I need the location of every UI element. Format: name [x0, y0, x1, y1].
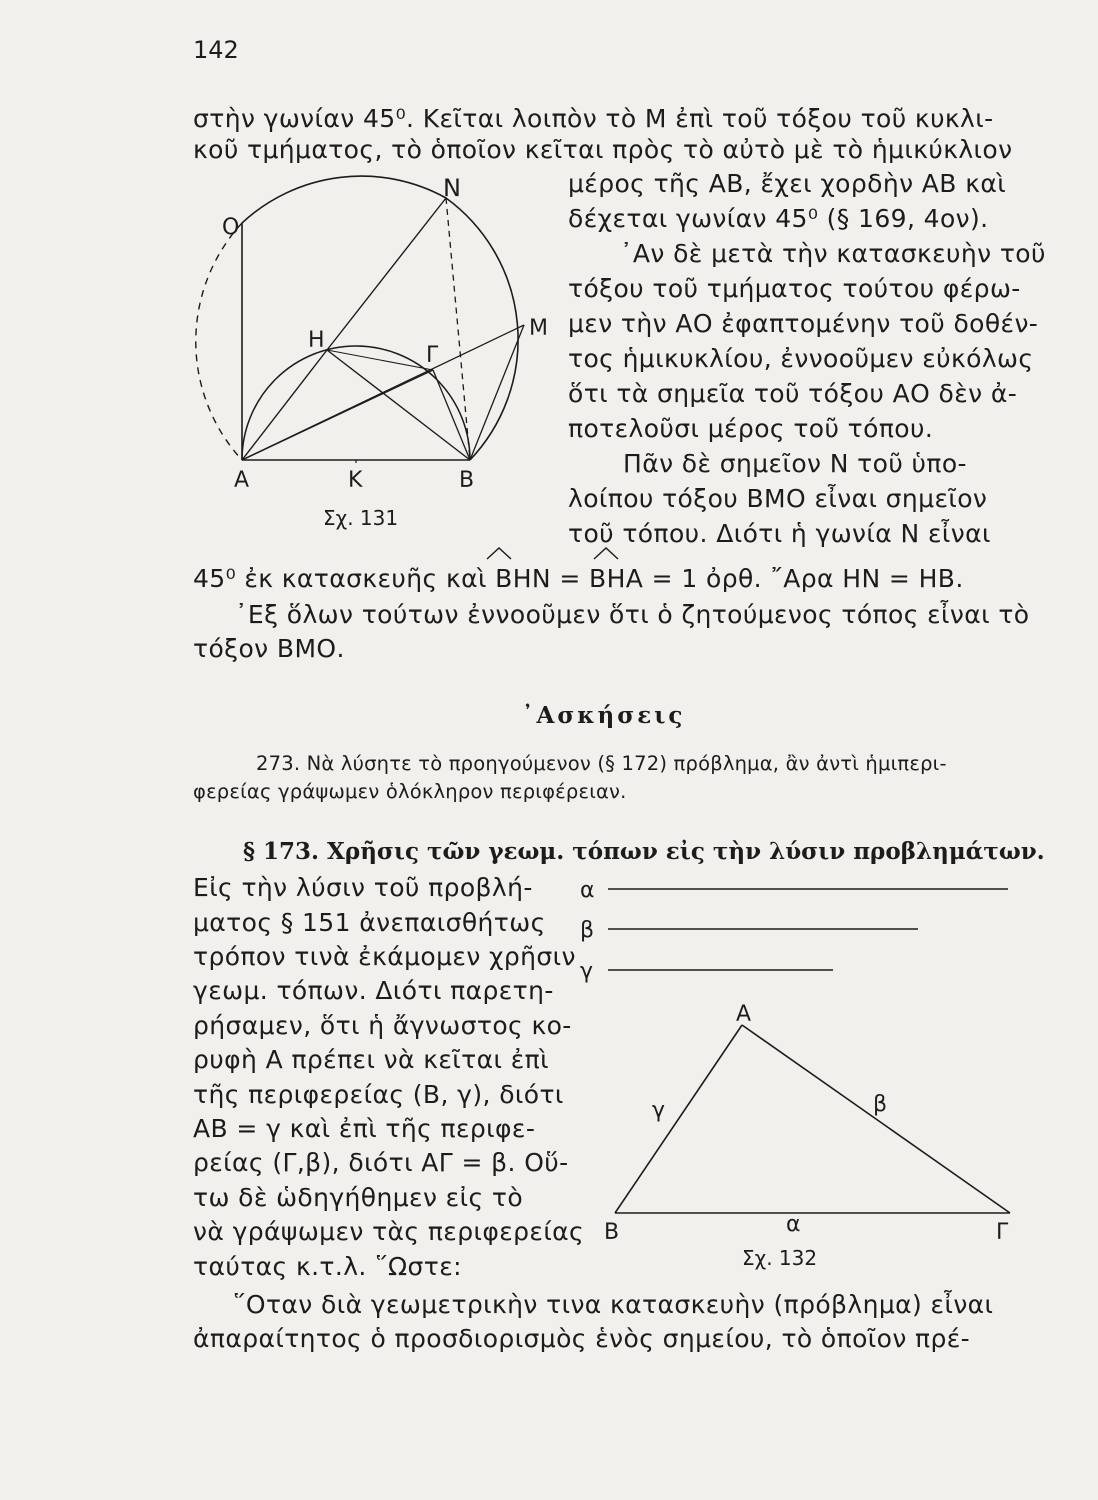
- segment-beta-label: β: [580, 918, 595, 943]
- text-line: τος ἡμικυκλίου, ἐννοοῦμεν εὐκόλως: [568, 344, 1034, 373]
- text-line: γεωμ. τόπων. Διότι παρετη-: [193, 976, 554, 1005]
- text-line: ρήσαμεν, ὅτι ἡ ἄγνωστος κο-: [193, 1011, 572, 1040]
- label-G: Γ: [426, 343, 439, 368]
- triangle-label-A: Α: [736, 1002, 752, 1027]
- text-line: τοῦ τόπου. Διότι ἡ γωνία Ν εἶναι: [568, 519, 991, 548]
- segment-gamma-label: γ: [580, 959, 594, 984]
- text-line: τρόπον τινὰ ἐκάμομεν χρῆσιν: [193, 942, 576, 971]
- text-line: ᾿Εξ ὅλων τούτων ἐννοοῦμεν ὅτι ὁ ζητούμενος τόπος εἶναι τὸ: [235, 600, 1030, 629]
- label-A: Α: [234, 468, 250, 493]
- text-line: κοῦ τμήματος, τὸ ὁποῖον κεῖται πρὸς τὸ αὐτὸ μὲ τὸ ἡμικύκλιον: [193, 135, 1013, 164]
- label-K: Κ: [348, 468, 363, 493]
- side-gamma-label: γ: [652, 1098, 666, 1123]
- text-line: Πᾶν δὲ σημεῖον Ν τοῦ ὑπο-: [623, 449, 967, 478]
- figure-131-caption: Σχ. 131: [323, 506, 399, 530]
- section-173-heading: § 173. Χρῆσις τῶν γεωμ. τόπων εἰς τὴν λύσιν προβλημάτων.: [243, 838, 1045, 865]
- text-line: τόξον ΒΜΟ.: [193, 634, 345, 663]
- exercises-heading: ᾿Ασκήσεις: [522, 702, 686, 729]
- page-number: 142: [193, 36, 239, 64]
- text-line: ἀπαραίτητος ὁ προσδιορισμὸς ἑνὸς σημείου, τὸ ὁποῖον πρέ-: [193, 1324, 971, 1353]
- text-line: ῞Οταν διὰ γεωμετρικὴν τινα κατασκευὴν (πρόβλημα) εἶναι: [233, 1290, 994, 1319]
- side-beta-label: β: [873, 1092, 888, 1117]
- text-line: νὰ γράψωμεν τὰς περιφερείας: [193, 1217, 585, 1246]
- label-O: Ο: [222, 215, 240, 240]
- text-line: τόξου τοῦ τμήματος τούτου φέρω-: [568, 274, 1021, 303]
- label-M: Μ: [529, 316, 548, 341]
- exercise-273-cont: φερείας γράψωμεν ὁλόκληρον περιφέρειαν.: [193, 780, 627, 803]
- text-line: ΑΒ = γ καὶ ἐπὶ τῆς περιφε-: [193, 1114, 536, 1143]
- segment-alpha-label: α: [580, 878, 595, 903]
- text-line: στὴν γωνίαν 45⁰. Κεῖται λοιπὸν τὸ Μ ἐπὶ τοῦ τόξου τοῦ κυκλι-: [193, 104, 994, 133]
- triangle-label-B: Β: [604, 1220, 620, 1245]
- equation-line: 45⁰ ἐκ κατασκευῆς καὶ ΒΗΝ = ΒΗΑ = 1 ὀρθ. ῎Αρα ΗΝ = ΗΒ.: [193, 564, 964, 593]
- figure-132-caption: Σχ. 132: [742, 1246, 818, 1270]
- text-line: τω δὲ ὡδηγήθημεν εἰς τὸ: [193, 1183, 524, 1212]
- text-line: λοίπου τόξου ΒΜΟ εἶναι σημεῖον: [568, 484, 988, 513]
- text-line: τῆς περιφερείας (Β, γ), διότι: [193, 1080, 564, 1109]
- text-line: Εἰς τὴν λύσιν τοῦ προβλή-: [193, 873, 533, 902]
- text-line: δέχεται γωνίαν 45⁰ (§ 169, 4ον).: [568, 204, 989, 233]
- side-alpha-label: α: [786, 1212, 801, 1237]
- label-N: Ν: [443, 174, 461, 202]
- text-line: ᾿Αν δὲ μετὰ τὴν κατασκευὴν τοῦ: [620, 239, 1046, 268]
- text-line: μεν τὴν ΑΟ ἐφαπτομένην τοῦ δοθέν-: [568, 309, 1039, 338]
- exercise-273: 273. Νὰ λύσητε τὸ προηγούμενον (§ 172) πρόβλημα, ἂν ἀντὶ ἡμιπερι-: [256, 752, 947, 775]
- label-B: Β: [459, 468, 475, 493]
- text-line: ταύτας κ.τ.λ. ῞Ωστε:: [193, 1252, 462, 1281]
- text-line: ρείας (Γ,β), διότι ΑΓ = β. Οὕ-: [193, 1148, 569, 1177]
- text-line: ὅτι τὰ σημεῖα τοῦ τόξου ΑΟ δὲν ἀ-: [568, 379, 1018, 408]
- text-line: μέρος τῆς ΑΒ, ἔχει χορδὴν ΑΒ καὶ: [568, 169, 1007, 198]
- text-line: ματος § 151 ἀνεπαισθήτως: [193, 908, 546, 937]
- triangle-label-G: Γ: [996, 1220, 1009, 1245]
- text-line: ρυφὴ Α πρέπει νὰ κεῖται ἐπὶ: [193, 1045, 549, 1074]
- label-H: Η: [308, 328, 325, 353]
- text-line: ποτελοῦσι μέρος τοῦ τόπου.: [568, 414, 934, 443]
